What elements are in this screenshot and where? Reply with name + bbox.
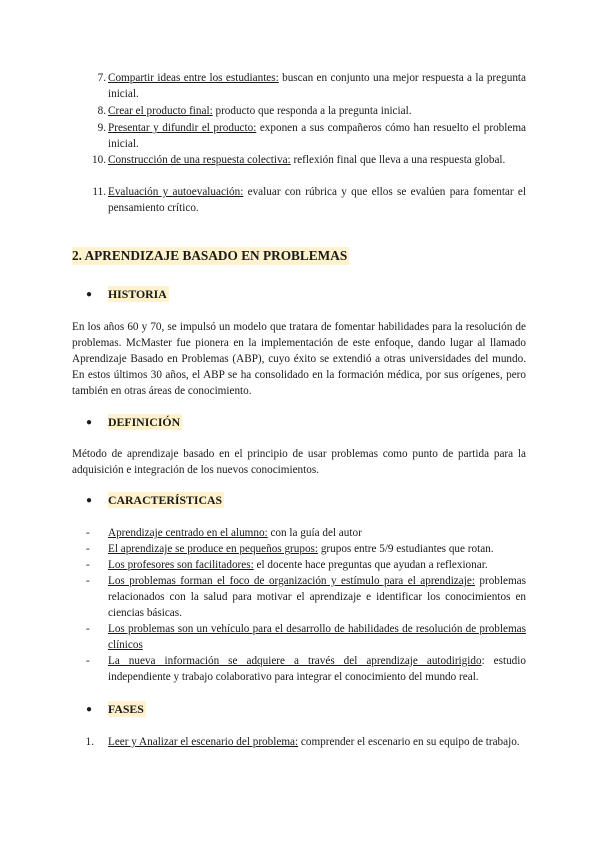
- list-item: [86, 541, 526, 557]
- list-item: [86, 557, 526, 573]
- bullet-icon: ●: [86, 417, 93, 428]
- list-item: 1. Leer y Analizar el escenario del problema: comprender el escenario en su equipo de trabajo.: [85, 736, 520, 748]
- dash-icon: -: [86, 543, 90, 555]
- item-text: exponen a sus compañeros cómo han resuelto el problema inicial.: [108, 122, 526, 150]
- item-term: Construcción de una respuesta colectiva:: [108, 154, 291, 166]
- item-term: Los problemas son un vehículo para el desarrollo de habilidades de resolución de problemas clínicos: [108, 623, 526, 651]
- item-text: grupos entre 5/9 estudiantes que rotan.: [318, 543, 494, 555]
- item-term: Evaluación y autoevaluación:: [108, 186, 244, 198]
- list-item: [86, 573, 526, 621]
- dash-icon: -: [86, 655, 90, 667]
- section-title: 2. APRENDIZAJE BASADO EN PROBLEMAS: [72, 248, 348, 263]
- item-term: El aprendizaje se produce en pequeños grupos:: [108, 543, 319, 555]
- bullet-icon: ●: [86, 495, 93, 506]
- list-item: 9. Presentar y difundir el producto: exponen a sus compañeros cómo han resuelto el problema inicial.: [97, 122, 526, 150]
- dash-icon: -: [86, 575, 90, 587]
- item-text: buscan en conjunto una mejor respuesta a la pregunta inicial.: [108, 72, 526, 100]
- item-term: Crear el producto final:: [108, 105, 213, 117]
- dash-icon: -: [86, 623, 90, 635]
- definicion-paragraph: Método de aprendizaje basado en el principio de usar problemas como punto de partida para la adquisición e integración de los nuevos conocimientos.: [72, 448, 526, 476]
- list-item: [86, 653, 526, 685]
- item-term: Aprendizaje centrado en el alumno:: [108, 527, 268, 539]
- list-item: [86, 621, 526, 653]
- heading-definicion: ● DEFINICIÓN: [86, 415, 181, 429]
- bullet-icon: ●: [86, 704, 93, 715]
- item-text: problemas relacionados con la salud para motivar el aprendizaje e identificar los conocimientos en ciencias básicas.: [108, 575, 526, 619]
- item-text: : estudio independiente y trabajo colaborativo para integrar el conocimiento del mundo real.: [108, 655, 526, 683]
- dash-icon: -: [86, 527, 90, 539]
- bullet-icon: ●: [86, 289, 93, 300]
- item-text: producto que responda a la pregunta inicial.: [212, 105, 412, 117]
- list-item: 8. Crear el producto final: producto que responda a la pregunta inicial.: [97, 105, 412, 117]
- item-text: evaluar con rúbrica y que ellos se evalúen para fomentar el pensamiento crítico.: [108, 186, 526, 214]
- item-term: La nueva información se adquiere a través del aprendizaje autodirigido: [108, 655, 482, 667]
- list-item: [86, 525, 526, 541]
- list-item: 10. Construcción de una respuesta colectiva: reflexión final que lleva a una respuesta global.: [92, 154, 506, 166]
- item-term: Presentar y difundir el producto:: [108, 122, 257, 134]
- heading-historia: ● HISTORIA: [86, 287, 167, 301]
- item-text: comprender el escenario en su equipo de trabajo.: [298, 736, 520, 748]
- dash-icon: -: [86, 559, 90, 571]
- heading-fases: ● FASES: [86, 702, 144, 716]
- item-term: Los profesores son facilitadores:: [108, 559, 254, 571]
- item-term: Compartir ideas entre los estudiantes:: [108, 72, 279, 84]
- list-item: 7. Compartir ideas entre los estudiantes: buscan en conjunto una mejor respuesta a la pregunta inicial.: [97, 72, 526, 100]
- item-text: con la guía del autor: [267, 527, 362, 539]
- item-term: Los problemas forman el foco de organización y estímulo para el aprendizaje:: [108, 575, 475, 587]
- item-term: Leer y Analizar el escenario del problema:: [108, 736, 299, 748]
- item-text: el docente hace preguntas que ayudan a reflexionar.: [253, 559, 488, 571]
- item-text: reflexión final que lleva a una respuesta global.: [290, 154, 506, 166]
- list-item: 11. Evaluación y autoevaluación: evaluar con rúbrica y que ellos se evalúen para fomentar el pensamiento crítico.: [92, 186, 526, 214]
- heading-caracteristicas: ● CARACTERÍSTICAS: [86, 493, 223, 507]
- historia-paragraph: En los años 60 y 70, se impulsó un modelo que tratara de fomentar habilidades para la resolución de problemas. McMaster fue pionera en la implementación de este enfoque, dando lugar al llamado Aprendizaje Basado en Problemas (ABP), cuyo éxito se extendió a otras universidades del mundo. En estos últimos 30 años, el ABP se ha consolidado en la formación médica, por sus orígenes, pero también en otras áreas de conocimiento.: [72, 321, 526, 397]
